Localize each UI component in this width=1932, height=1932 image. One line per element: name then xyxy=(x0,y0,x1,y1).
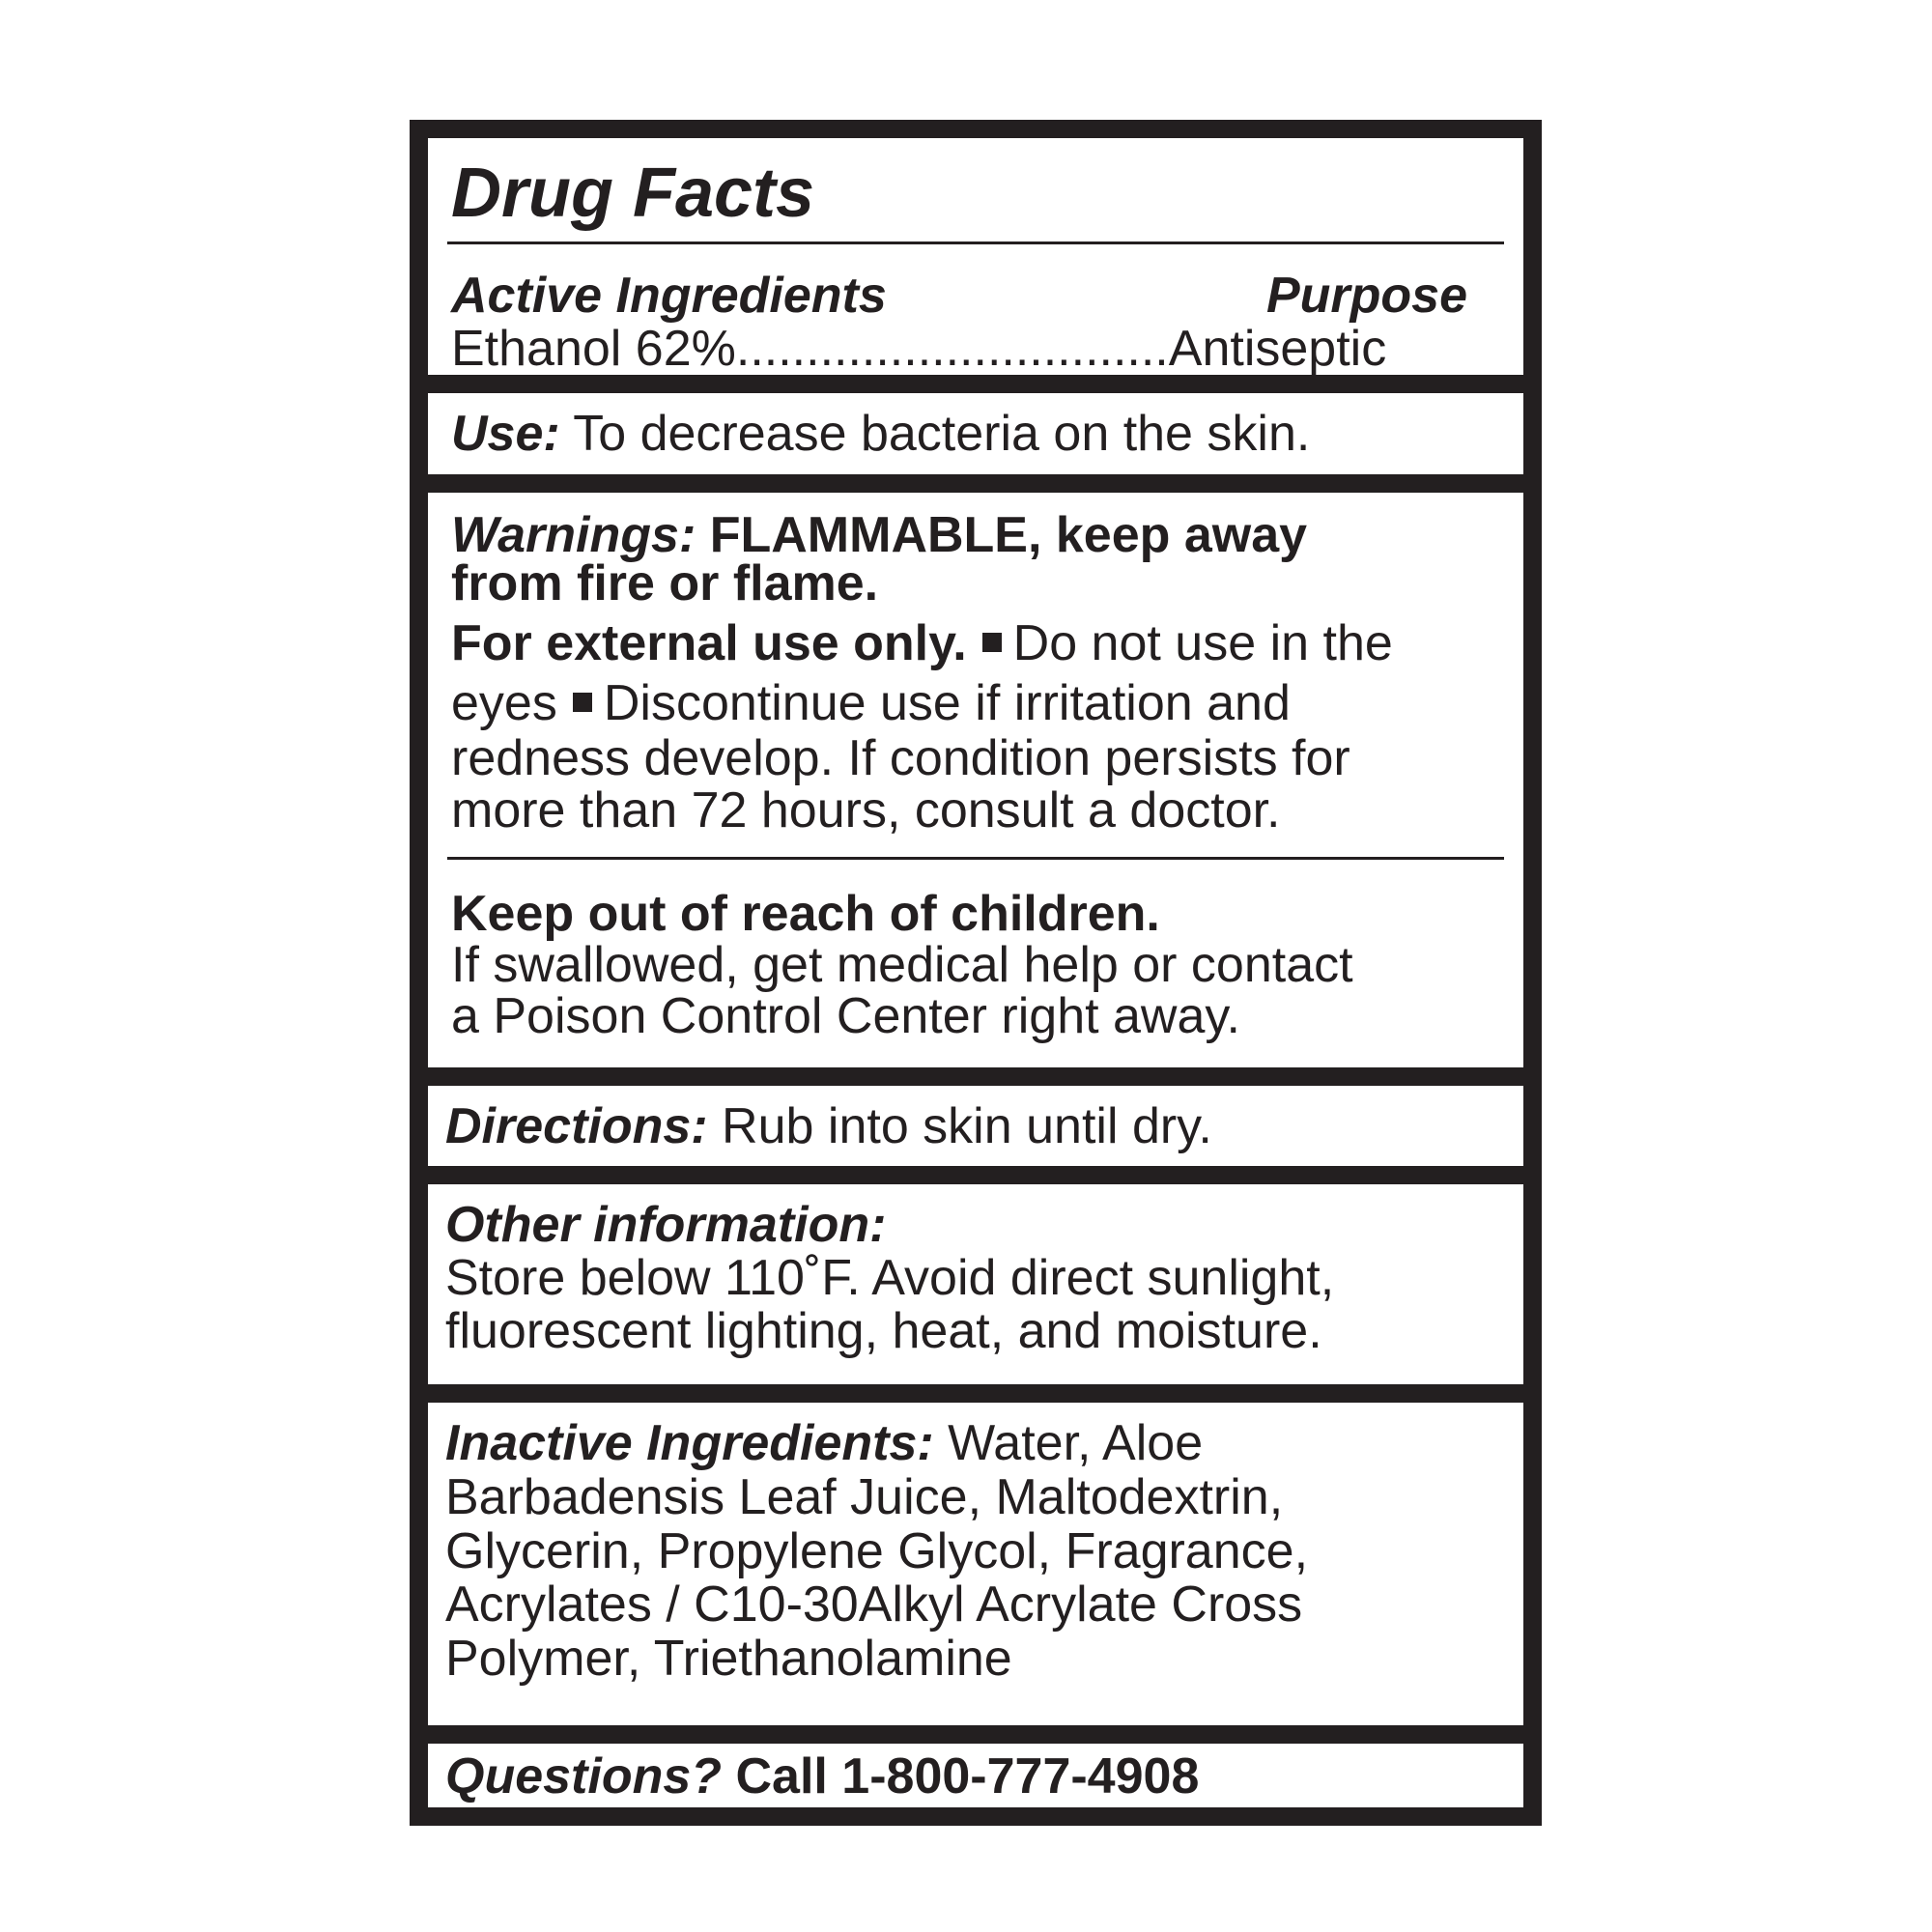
questions-panel xyxy=(428,1744,1523,1807)
inactive-line-1-text: Water, Aloe xyxy=(933,1415,1204,1471)
warnings-panel xyxy=(428,493,1523,1067)
flammable-warning-1: FLAMMABLE, keep away xyxy=(696,507,1308,563)
inactive-line-3: Glycerin, Propylene Glycol, Fragrance, xyxy=(445,1523,1309,1579)
inactive-ingredients-panel xyxy=(428,1403,1523,1725)
flammable-warning-2: from fire or flame. xyxy=(451,555,879,611)
external-use-warning: For external use only. xyxy=(451,615,967,671)
warnings-line-5: redness develop. If condition persists for xyxy=(451,730,1350,786)
bullet-square-icon xyxy=(982,633,1002,652)
inactive-ingredients-label: Inactive Ingredients: xyxy=(445,1415,934,1471)
active-ingredients-panel xyxy=(428,138,1523,375)
warnings-divider xyxy=(447,857,1504,860)
directions-panel xyxy=(428,1086,1523,1166)
bullet-square-icon xyxy=(573,693,592,712)
warnings-line-3 xyxy=(451,616,1393,670)
inactive-line-2: Barbadensis Leaf Juice, Maltodextrin, xyxy=(445,1469,1284,1525)
inactive-line-4: Acrylates / C10-30Alkyl Acrylate Cross xyxy=(445,1577,1303,1633)
active-ingredient-row xyxy=(451,322,1386,376)
warnings-line-6: more than 72 hours, consult a doctor. xyxy=(451,782,1281,838)
use-line xyxy=(451,407,1310,461)
other-information-panel xyxy=(428,1184,1523,1384)
directions-text: Rub into skin until dry. xyxy=(707,1098,1212,1154)
purpose-heading: Purpose xyxy=(1265,268,1467,324)
active-ingredients-heading: Active Ingredients xyxy=(451,268,887,324)
use-text: To decrease bacteria on the skin. xyxy=(559,406,1311,462)
other-information-line-1: Store below 110˚F. Avoid direct sunlight, xyxy=(445,1250,1335,1306)
questions-line xyxy=(445,1749,1199,1804)
questions-phone: Call 1-800-777-4908 xyxy=(722,1748,1200,1804)
dot-leader: ............................... xyxy=(735,321,1169,377)
active-ingredient-name: Ethanol 62% xyxy=(451,321,736,377)
warnings-line-3-text: Do not use in the xyxy=(1012,615,1393,671)
other-information-label: Other information: xyxy=(445,1197,887,1253)
keep-out-line-2: a Poison Control Center right away. xyxy=(451,988,1240,1044)
title-divider xyxy=(447,242,1504,244)
active-ingredient-purpose: Antiseptic xyxy=(1168,321,1387,377)
questions-label: Questions? xyxy=(445,1748,723,1804)
use-label: Use: xyxy=(451,406,560,462)
keep-out-line-1: If swallowed, get medical help or contact xyxy=(451,937,1353,993)
warnings-line-4 xyxy=(451,676,1291,730)
directions-line xyxy=(445,1099,1212,1153)
warnings-line-4-a: eyes xyxy=(451,675,557,731)
warnings-label: Warnings: xyxy=(451,507,696,563)
warnings-line-1 xyxy=(451,508,1307,562)
other-information-line-2: fluorescent lighting, heat, and moisture. xyxy=(445,1303,1322,1359)
warnings-line-4-b: Discontinue use if irritation and xyxy=(603,675,1291,731)
inactive-line-1 xyxy=(445,1416,1203,1470)
use-panel xyxy=(428,393,1523,474)
keep-out-heading: Keep out of reach of children. xyxy=(451,886,1160,942)
drug-facts-label xyxy=(410,120,1542,1826)
directions-label: Directions: xyxy=(445,1098,708,1154)
inactive-line-5: Polymer, Triethanolamine xyxy=(445,1631,1012,1687)
page-title: Drug Facts xyxy=(451,155,815,232)
